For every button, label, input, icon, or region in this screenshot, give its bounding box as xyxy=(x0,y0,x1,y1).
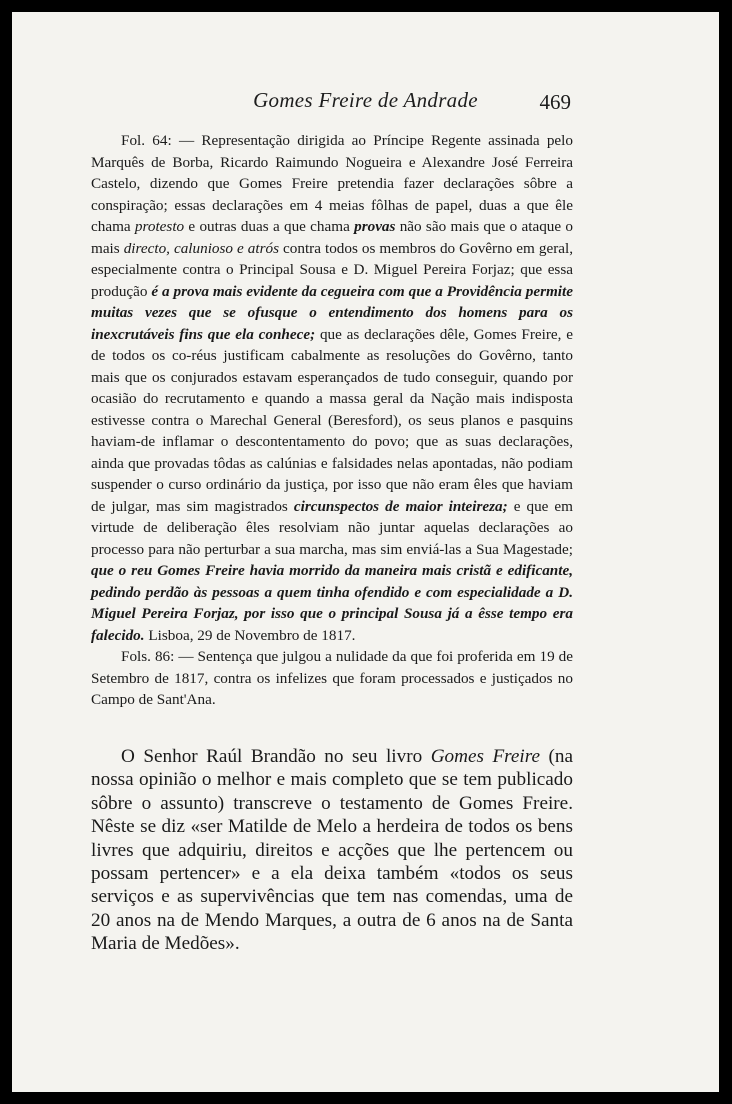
fol-86-paragraph: Fols. 86: — Sentença que julgou a nulidade da que foi proferida em 19 de Setembro de 1817, contra os infelizes que foram processados e justiçados no Campo de Sant'Ana. xyxy=(91,648,573,708)
page-header xyxy=(12,88,719,118)
book-title: Gomes Freire xyxy=(430,746,541,767)
italic-run: directo, calunioso e atrós xyxy=(123,239,280,257)
text-run: e que em virtude de deliberação êles resolviam não juntar aquelas declarações ao processo para não perturbar a sua marcha, mas sim enviá-las a Sua Magestade; xyxy=(91,497,573,558)
text-run: que as declarações dêle, Gomes Freire, e de todos os co-réus justificam cabalmente as resoluções do Govêrno, tanto mais que os conjurados estavam esperançados de tudo conseguir, quando por ocasião do recrutamento e quando a massa geral da Nação mais indisposta estivesse contra o Marechal General (Beresford), os seus planos e pasquins haviam-de inflamar o descontentamento do povo; que as suas declarações, ainda que provadas tôdas as calúnias e falsidades nelas apontadas, não podiam suspender o curso ordinário da justiça, por isso que não eram êles que haviam de julgar, mas sim magistrados xyxy=(91,325,573,515)
running-title: Gomes Freire de Andrade xyxy=(253,88,478,112)
fol-64-paragraph xyxy=(91,130,573,646)
text-run: não são mais que o ataque o mais xyxy=(91,218,573,257)
italic-run: protesto xyxy=(134,218,185,235)
italic-run: que o reu Gomes Freire havia morrido da maneira mais cristã e edificante, pedindo perdão às pessoas a quem tinha ofendido e com especialidade a D. Miguel Pereira Forjaz, por isso que o principal Sousa já a êsse tempo era falecido. xyxy=(91,562,573,644)
text-run: (na nossa opinião o melhor e mais completo que se tem publicado sôbre o assunto) transcreve o testamento de Gomes Freire. Nêste se diz «ser Matilde de Melo a herdeira de todos os bens livres que adquiriu, direitos e acções que lhe pertencem ou possam pertencer» e a ela deixa também «todos os seus serviços e as supervivências que tem nas comendas, uma de 20 anos na de Mendo Marques, a outra de 6 anos na de Santa Maria de Medões». xyxy=(91,746,573,955)
italic-run: é a prova mais evidente da cegueira com que a Providência permite muitas vezes que se ofusque o entendimento dos homens para os inexcrutáveis fins que ela conhece; xyxy=(91,282,573,343)
main-text xyxy=(91,745,573,956)
testament-paragraph xyxy=(91,745,573,956)
book-page xyxy=(12,12,719,1092)
text-run: contra todos os membros do Govêrno em geral, especialmente contra o Principal Sousa e D. Miguel Pereira Forjaz; que essa produção xyxy=(91,239,574,300)
text-run: e outras duas a que chama xyxy=(184,218,355,235)
text-run: O Senhor Raúl Brandão no seu livro xyxy=(121,746,431,767)
text-run: Fol. 64: — Representação dirigida ao Príncipe Regente assinada pelo Marquês de Borba, Ricardo Raimundo Nogueira e Alexandre José Ferreira Castelo, dizendo que Gomes Freire pretendia fazer declarações sôbre a conspiração; essas declarações em 4 meias fôlhas de papel, duas a que êle chama xyxy=(91,132,573,235)
italic-run: provas xyxy=(354,218,396,235)
text-run: Lisboa, 29 de Novembro de 1817. xyxy=(144,626,356,644)
page-number: 469 xyxy=(539,90,571,114)
italic-run: circunspectos de maior inteireza; xyxy=(293,497,508,515)
archival-notes xyxy=(91,130,573,711)
